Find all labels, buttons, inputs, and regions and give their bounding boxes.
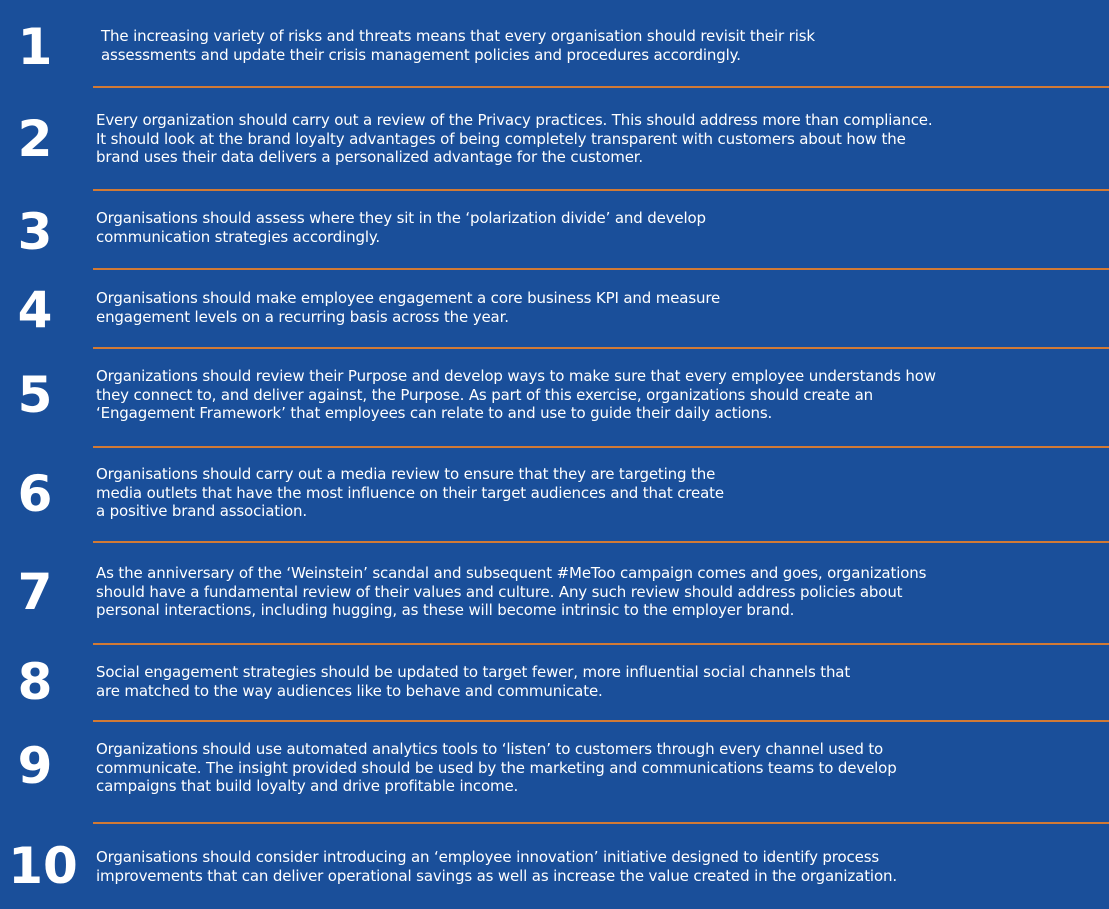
item-text-line: Every organization should carry out a review of the Privacy practices. This should address more than compliance.: [96, 111, 933, 129]
item-number: 5: [17, 366, 53, 424]
item-text-line: should have a fundamental review of their values and culture. Any such review should address policies about: [96, 582, 903, 601]
item-text: [96, 209, 1089, 246]
divider: [93, 347, 1109, 349]
item-text-line: As the anniversary of the ‘Weinstein’ scandal and subsequent #MeToo campaign comes and goes, organizations: [96, 564, 927, 582]
item-text-line: improvements that can deliver operational savings as well as increase the value created in the organization.: [96, 866, 897, 885]
divider: [93, 268, 1109, 270]
item-number: 2: [17, 110, 53, 168]
item-text: [96, 663, 1089, 700]
item-text-line: a positive brand association.: [96, 502, 307, 520]
item-number: 8: [17, 653, 53, 711]
item-text-line: Organisations should consider introducing an ‘employee innovation’ initiative designed to identify process: [96, 848, 880, 866]
divider: [93, 86, 1109, 88]
divider: [93, 189, 1109, 191]
item-number: 4: [17, 281, 53, 339]
item-text-line: communication strategies accordingly.: [96, 227, 381, 246]
item-text: [96, 111, 1089, 167]
item-text-line: communicate. The insight provided should be used by the marketing and communications teams to develop: [96, 758, 897, 777]
item-text: [96, 289, 1089, 326]
divider: [93, 720, 1109, 722]
divider: [93, 541, 1109, 543]
item-text-line: assessments and update their crisis management policies and procedures accordingly.: [101, 45, 741, 64]
item-text-line: brand uses their data delivers a personalized advantage for the customer.: [96, 148, 644, 166]
item-text-line: they connect to, and deliver against, the Purpose. As part of this exercise, organizations should create an: [96, 385, 873, 404]
item-text-line: The increasing variety of risks and threats means that every organisation should revisit their risk: [101, 27, 815, 45]
item-text: [96, 465, 1089, 521]
divider: [93, 446, 1109, 448]
divider: [93, 643, 1109, 645]
divider: [93, 822, 1109, 824]
item-number: 7: [17, 563, 53, 621]
item-text-line: personal interactions, including hugging, as these will become intrinsic to the employer brand.: [96, 601, 795, 619]
item-text: [96, 740, 1089, 796]
item-text: [96, 848, 1089, 885]
item-number: 9: [17, 737, 53, 795]
item-text-line: It should look at the brand loyalty advantages of being completely transparent with customers about how the: [96, 129, 906, 148]
item-text-line: Organizations should review their Purpose and develop ways to make sure that every employee understands how: [96, 367, 936, 385]
item-text: [96, 564, 1089, 620]
item-text-line: engagement levels on a recurring basis across the year.: [96, 307, 509, 326]
item-number: 1: [17, 18, 53, 76]
item-text-line: Organisations should carry out a media review to ensure that they are targeting the: [96, 465, 716, 483]
item-text-line: media outlets that have the most influence on their target audiences and that create: [96, 483, 724, 502]
item-text-line: Organisations should make employee engagement a core business KPI and measure: [96, 289, 721, 307]
item-number: 3: [17, 203, 53, 261]
item-text-line: ‘Engagement Framework’ that employees can relate to and use to guide their daily actions.: [96, 404, 773, 422]
item-text-line: are matched to the way audiences like to behave and communicate.: [96, 681, 603, 700]
item-number: 10: [8, 837, 78, 895]
item-text-line: campaigns that build loyalty and drive profitable income.: [96, 777, 519, 795]
item-text: [101, 27, 1089, 64]
item-number: 6: [17, 465, 53, 523]
item-text: [96, 367, 1089, 423]
item-text-line: Organisations should assess where they sit in the ‘polarization divide’ and develop: [96, 209, 706, 227]
item-text-line: Organizations should use automated analytics tools to ‘listen’ to customers through every channel used to: [96, 740, 884, 758]
item-text-line: Social engagement strategies should be updated to target fewer, more influential social channels that: [96, 663, 851, 681]
